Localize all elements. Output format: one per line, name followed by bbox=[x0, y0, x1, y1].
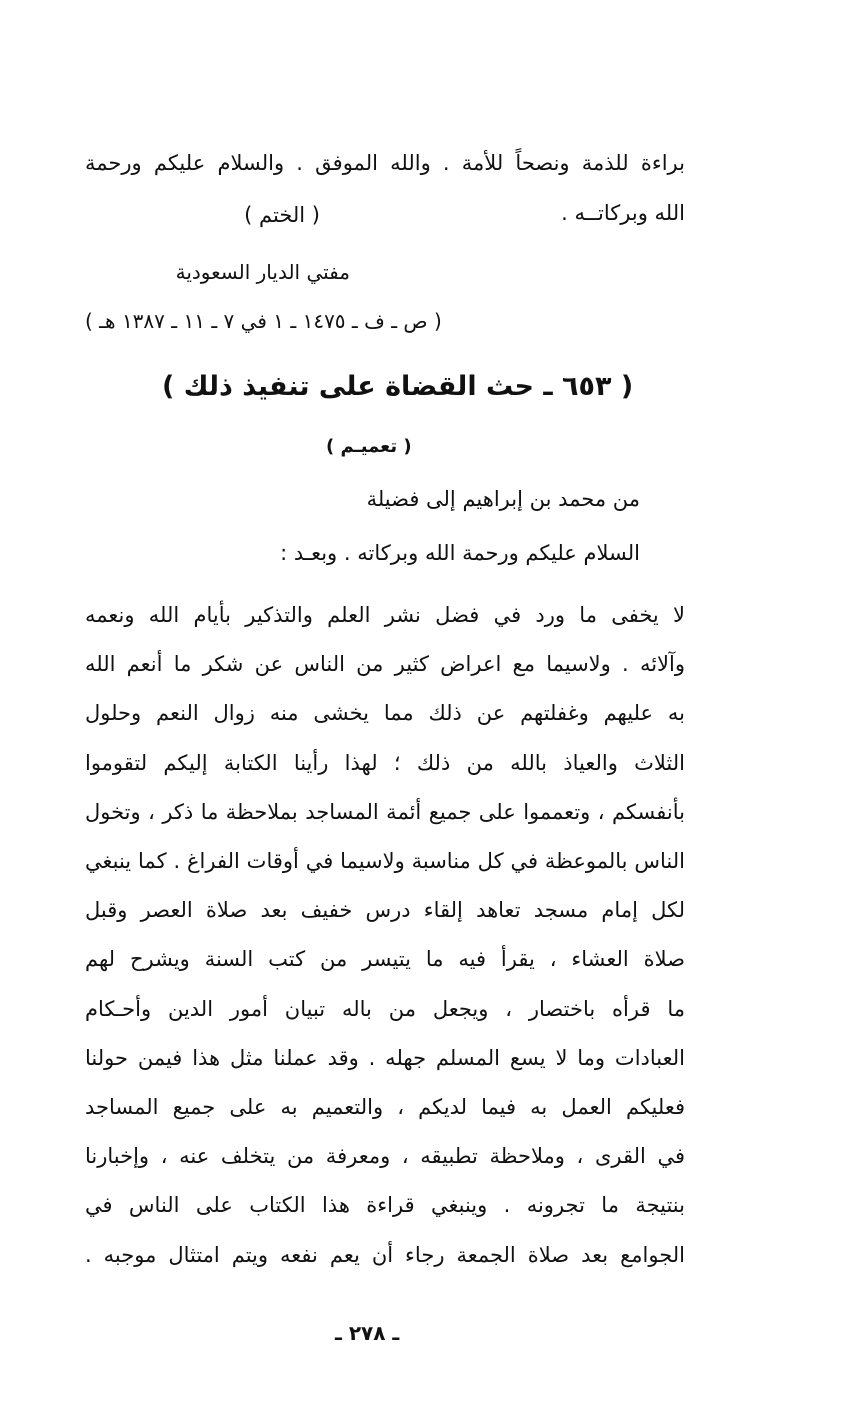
closing-line-1: براءة للذمة ونصحاً للأمة . والله الموفق . والسلام عليكم ورحمة bbox=[85, 151, 685, 175]
body-line: الثلاث والعياذ بالله من ذلك ؛ لهذا رأينا الكتابة إليكم لتقوموا bbox=[85, 751, 685, 775]
body-line: الجوامع بعد صلاة الجمعة رجاء أن يعم نفعه ويتم امتثال موجبه . bbox=[85, 1243, 685, 1267]
section-subtitle: ( تعميـم ) bbox=[326, 436, 412, 457]
closing-line-2: الله وبركاتــه . bbox=[561, 201, 685, 225]
signature: مفتي الديار السعودية bbox=[175, 260, 350, 284]
body-line: وآلائه . ولاسيما مع اعراض كثير من الناس عن شكر ما أنعم الله bbox=[85, 652, 685, 676]
body-line: لكل إمام مسجد تعاهد إلقاء درس خفيف بعد صلاة العصر وقبل bbox=[85, 898, 685, 922]
page-number: ـ ٢٧٨ ـ bbox=[335, 1321, 400, 1345]
reference-number: ( ص ـ ف ـ ١٤٧٥ ـ ١ في ٧ ـ ١١ ـ ١٣٨٧ هـ ) bbox=[85, 309, 442, 333]
section-title: ( ٦٥٣ ـ حث القضاة على تنفيذ ذلك ) bbox=[162, 371, 634, 402]
greeting: السلام عليكم ورحمة الله وبركاته . وبعـد : bbox=[280, 541, 640, 565]
body-line: بأنفسكم ، وتعمموا على جميع أئمة المساجد بملاحظة ما ذكر ، وتخول bbox=[85, 800, 685, 824]
body-line: فعليكم العمل به فيما لديكم ، والتعميم به على جميع المساجد bbox=[85, 1095, 685, 1119]
body-line: الناس بالموعظة في كل مناسبة ولاسيما في أوقات الفراغ . كما ينبغي bbox=[85, 849, 685, 873]
body-line: ما قرأه باختصار ، ويجعل من باله تبيان أمور الدين وأحـكام bbox=[85, 997, 685, 1021]
from-line: من محمد بن إبراهيم إلى فضيلة bbox=[366, 487, 640, 511]
end-marker: ( الختم ) bbox=[244, 203, 320, 227]
body-line: العبادات وما لا يسع المسلم جهله . وقد عملنا مثل هذا فيمن حولنا bbox=[85, 1046, 685, 1070]
body-line: به عليهم وغفلتهم عن ذلك مما يخشى منه زوال النعم وحلول bbox=[85, 701, 685, 725]
body-line: في القرى ، وملاحظة تطبيقه ، ومعرفة من يتخلف عنه ، وإخبارنا bbox=[85, 1144, 685, 1168]
body-line: لا يخفى ما ورد في فضل نشر العلم والتذكير بأيام الله ونعمه bbox=[85, 603, 685, 627]
body-line: صلاة العشاء ، يقرأ فيه ما يتيسر من كتب السنة ويشرح لهم bbox=[85, 947, 685, 971]
body-line: بنتيجة ما تجرونه . وينبغي قراءة هذا الكتاب على الناس في bbox=[85, 1193, 685, 1217]
